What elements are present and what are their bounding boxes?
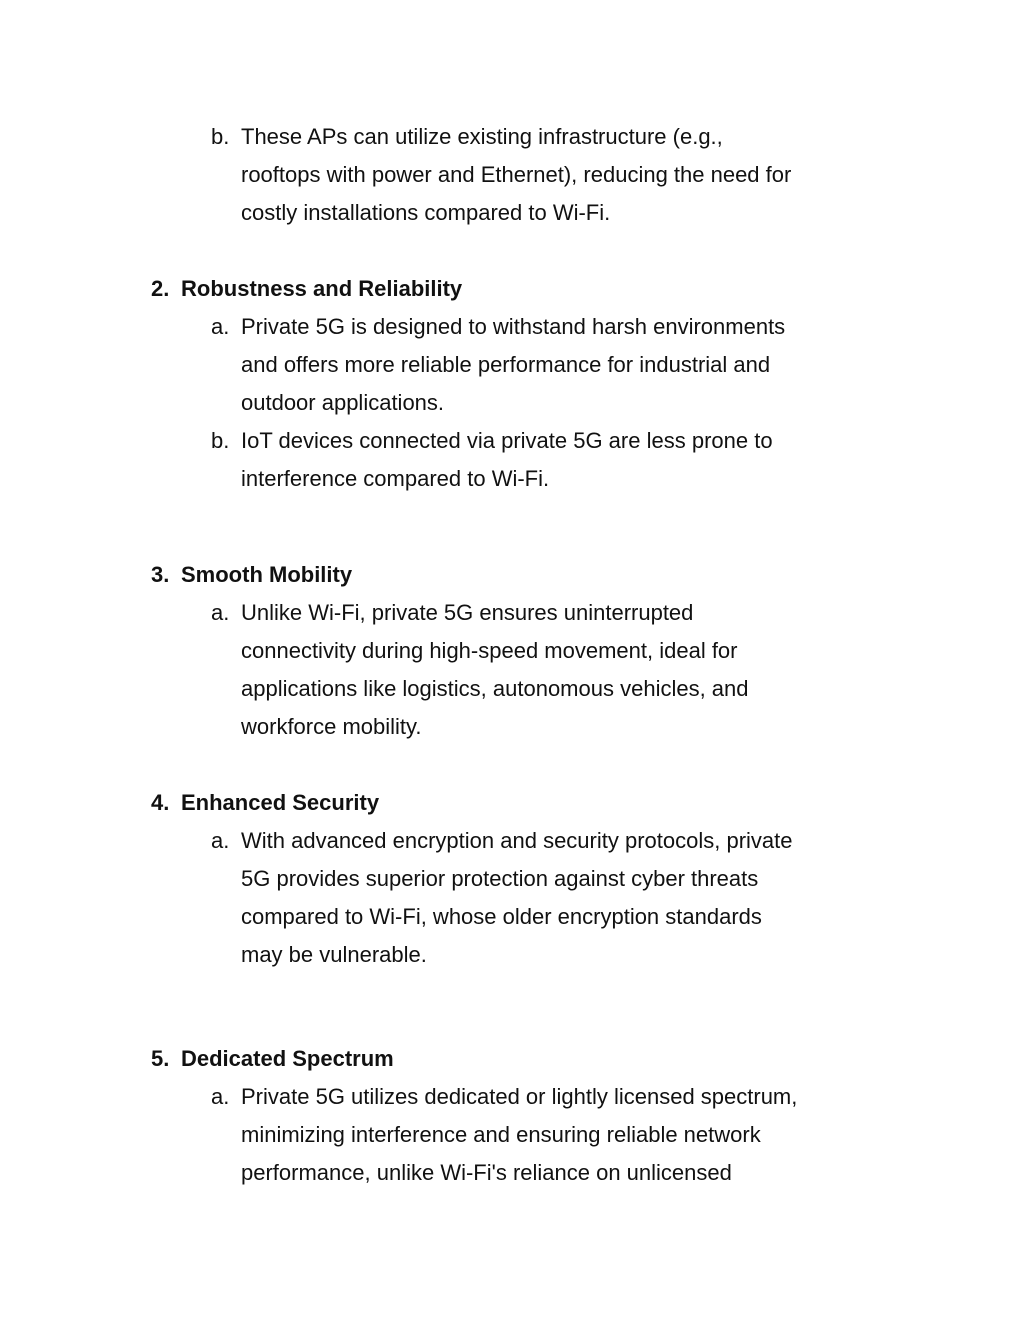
section-title: Dedicated Spectrum (181, 1046, 394, 1071)
sub-item-line: Unlike Wi-Fi, private 5G ensures uninterrupted (241, 600, 694, 625)
sub-item-line: rooftops with power and Ethernet), reducing the need for (241, 162, 792, 187)
section-title: Smooth Mobility (181, 562, 353, 587)
sub-item-line: interference compared to Wi-Fi. (241, 466, 550, 491)
sub-item-marker: a. (211, 314, 230, 339)
sub-item-line: outdoor applications. (241, 390, 445, 415)
sub-item-marker: b. (211, 124, 230, 149)
section-number: 2. (151, 276, 170, 301)
sub-item-line: applications like logistics, autonomous vehicles, and (241, 676, 749, 701)
sub-item-line: minimizing interference and ensuring reliable network (241, 1122, 761, 1147)
section-title: Enhanced Security (181, 790, 380, 815)
section-number: 3. (151, 562, 170, 587)
sub-item-line: costly installations compared to Wi-Fi. (241, 200, 611, 225)
sub-item-line: and offers more reliable performance for industrial and (241, 352, 771, 377)
sub-item-line: IoT devices connected via private 5G are less prone to (241, 428, 773, 453)
sub-item-line: Private 5G utilizes dedicated or lightly licensed spectrum, (241, 1084, 798, 1109)
sub-item-line: connectivity during high-speed movement, ideal for (241, 638, 738, 663)
sub-item-line: compared to Wi-Fi, whose older encryption standards (241, 904, 762, 929)
sub-item-line: Private 5G is designed to withstand harsh environments (241, 314, 786, 339)
sub-item-line: These APs can utilize existing infrastructure (e.g., (241, 124, 723, 149)
sub-item-marker: b. (211, 428, 230, 453)
sub-item-line: With advanced encryption and security protocols, private (241, 828, 793, 853)
sub-item-line: 5G provides superior protection against cyber threats (241, 866, 759, 891)
sub-item-marker: a. (211, 828, 230, 853)
sub-item-line: workforce mobility. (241, 714, 422, 739)
section-number: 4. (151, 790, 170, 815)
sub-item-line: performance, unlike Wi-Fi's reliance on unlicensed (241, 1160, 732, 1185)
sub-item-marker: a. (211, 600, 230, 625)
sub-item-line: may be vulnerable. (241, 942, 427, 967)
sub-item-marker: a. (211, 1084, 230, 1109)
section-title: Robustness and Reliability (181, 276, 463, 301)
section-number: 5. (151, 1046, 170, 1071)
